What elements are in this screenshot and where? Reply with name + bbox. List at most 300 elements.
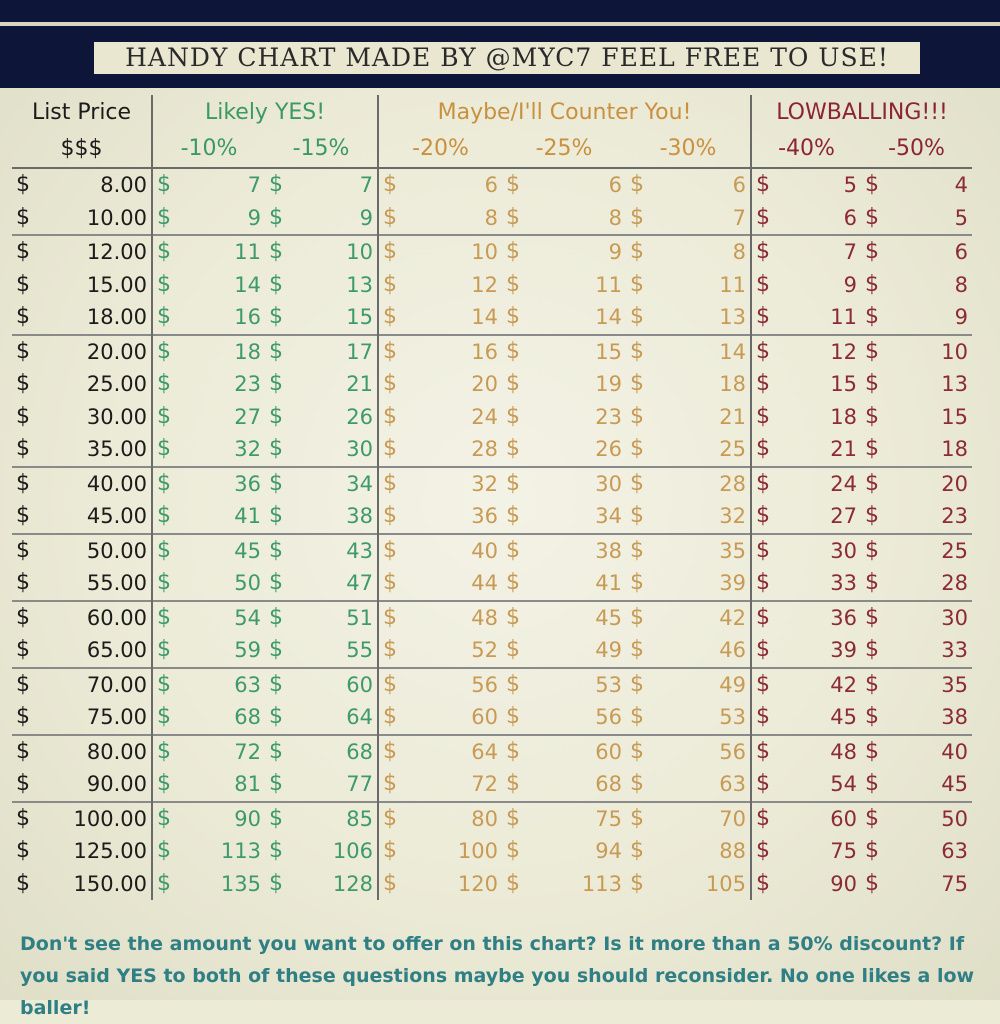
cell-value: 15 xyxy=(830,372,858,397)
dollar-sign: $ xyxy=(269,870,283,896)
low-40-cell xyxy=(751,168,861,202)
yes-10-cell xyxy=(152,567,265,601)
list-price-cell xyxy=(12,802,152,836)
low-40-cell xyxy=(751,401,861,434)
dollar-sign: $ xyxy=(269,403,283,429)
dollar-sign: $ xyxy=(756,771,771,797)
cell-value: 5 xyxy=(843,173,858,198)
dollar-sign: $ xyxy=(506,537,521,563)
yes-15-cell xyxy=(265,467,378,501)
maybe-20-cell xyxy=(378,467,502,501)
dollar-sign: $ xyxy=(157,838,171,864)
dollar-sign: $ xyxy=(269,771,283,797)
cell-value: 11 xyxy=(719,272,747,297)
cell-value: 11 xyxy=(234,240,261,265)
dollar-sign: $ xyxy=(383,738,398,764)
dollar-sign: $ xyxy=(157,704,171,730)
dollar-sign: $ xyxy=(506,805,521,831)
cell-value: 150.00 xyxy=(73,871,147,896)
dollar-sign: $ xyxy=(383,870,398,896)
dollar-sign: $ xyxy=(756,204,771,230)
dollar-sign: $ xyxy=(383,436,398,462)
col-header-30: -30% xyxy=(659,136,717,161)
dollar-sign: $ xyxy=(630,371,645,397)
cell-value: 20 xyxy=(941,471,969,496)
dollar-sign: $ xyxy=(157,537,171,563)
dollar-sign: $ xyxy=(756,271,771,297)
dollar-sign: $ xyxy=(157,436,171,462)
dollar-sign: $ xyxy=(383,271,398,297)
cell-value: 11 xyxy=(830,305,858,330)
table-row xyxy=(12,567,972,601)
list-price-cell xyxy=(12,202,152,236)
maybe-20-cell xyxy=(378,301,502,335)
dollar-sign: $ xyxy=(383,470,398,496)
low-50-cell xyxy=(861,433,972,467)
cell-value: 38 xyxy=(346,504,374,529)
yes-15-cell xyxy=(265,202,378,236)
maybe-20-cell xyxy=(378,368,502,401)
table-row xyxy=(12,835,972,868)
low-50-cell xyxy=(861,601,972,635)
maybe-30-cell xyxy=(626,768,751,802)
lowballing-header: LOWBALLING!!! xyxy=(751,95,972,131)
low-50-cell xyxy=(861,735,972,769)
dollar-sign: $ xyxy=(269,436,283,462)
low-50-cell xyxy=(861,868,972,901)
dollar-sign: $ xyxy=(630,239,645,265)
dollar-sign: $ xyxy=(756,172,771,198)
yes-15-cell xyxy=(265,433,378,467)
cell-value: 44 xyxy=(471,571,499,596)
dollar-sign: $ xyxy=(269,637,283,663)
cell-value: 15.00 xyxy=(86,272,147,297)
cell-value: 5 xyxy=(954,205,969,230)
cell-value: 68 xyxy=(595,772,623,797)
cell-value: 30 xyxy=(346,437,374,462)
cell-value: 21 xyxy=(830,437,858,462)
maybe-25-cell xyxy=(502,433,626,467)
dollar-sign: $ xyxy=(756,805,771,831)
maybe-25-cell xyxy=(502,802,626,836)
dollar-sign: $ xyxy=(383,671,398,697)
dollar-sign: $ xyxy=(383,704,398,730)
cell-value: 48 xyxy=(830,739,858,764)
yes-15-cell xyxy=(265,634,378,668)
dollar-sign: $ xyxy=(756,503,771,529)
maybe-25-cell xyxy=(502,301,626,335)
col-header-40: -40% xyxy=(751,131,861,168)
cell-value: 30 xyxy=(830,538,858,563)
cell-value: 28 xyxy=(941,571,969,596)
yes-15-cell xyxy=(265,701,378,735)
yes-10-cell xyxy=(152,202,265,236)
dollar-sign: $ xyxy=(269,570,283,596)
cell-value: 41 xyxy=(595,571,623,596)
dollar-sign: $ xyxy=(630,436,645,462)
dollar-sign: $ xyxy=(865,637,880,663)
dollar-sign: $ xyxy=(630,172,645,198)
cell-value: 49 xyxy=(595,638,623,663)
low-40-cell xyxy=(751,668,861,702)
list-price-cell xyxy=(12,335,152,369)
dollar-sign: $ xyxy=(865,738,880,764)
dollar-sign: $ xyxy=(506,172,521,198)
cell-value: 8 xyxy=(732,240,747,265)
low-50-cell xyxy=(861,401,972,434)
maybe-30-cell xyxy=(626,601,751,635)
dollar-sign: $ xyxy=(269,204,283,230)
cell-value: 15 xyxy=(595,339,623,364)
dollar-sign: $ xyxy=(756,838,771,864)
cell-value: 36 xyxy=(234,471,261,496)
yes-10-cell xyxy=(152,601,265,635)
dollar-sign: $ xyxy=(383,403,398,429)
yes-15-cell xyxy=(265,368,378,401)
table-row xyxy=(12,368,972,401)
table-row xyxy=(12,467,972,501)
dollar-sign: $ xyxy=(269,671,283,697)
cell-value: 63 xyxy=(234,672,261,697)
yes-10-cell xyxy=(152,634,265,668)
cell-value: 39 xyxy=(719,571,747,596)
col-header-50: -50% xyxy=(888,136,945,161)
dollar-sign: $ xyxy=(383,805,398,831)
dollar-sign: $ xyxy=(630,771,645,797)
maybe-20-cell xyxy=(378,601,502,635)
low-50-cell xyxy=(861,668,972,702)
dollar-sign: $ xyxy=(16,805,30,831)
maybe-20-cell xyxy=(378,335,502,369)
dollar-sign: $ xyxy=(157,204,171,230)
dollar-sign: $ xyxy=(865,704,880,730)
dollar-sign: $ xyxy=(756,436,771,462)
yes-10-cell xyxy=(152,735,265,769)
maybe-20-cell xyxy=(378,500,502,534)
low-50-cell xyxy=(861,335,972,369)
yes-10-cell xyxy=(152,868,265,901)
maybe-25-cell xyxy=(502,269,626,302)
low-40-cell xyxy=(751,868,861,901)
dollar-sign: $ xyxy=(383,838,398,864)
low-40-cell xyxy=(751,735,861,769)
cell-value: 24 xyxy=(830,471,858,496)
maybe-30-cell xyxy=(626,534,751,568)
cell-value: 39 xyxy=(830,638,858,663)
dollar-sign: $ xyxy=(16,436,30,462)
list-price-cell xyxy=(12,768,152,802)
dollar-sign: $ xyxy=(506,403,521,429)
dollar-sign: $ xyxy=(383,338,398,364)
dollar-sign: $ xyxy=(16,771,30,797)
dollar-sign: $ xyxy=(16,838,30,864)
maybe-30-cell xyxy=(626,868,751,901)
cell-value: 9 xyxy=(608,240,623,265)
low-50-cell xyxy=(861,802,972,836)
maybe-25-cell xyxy=(502,735,626,769)
maybe-25-cell xyxy=(502,335,626,369)
dollar-sign: $ xyxy=(157,271,171,297)
table-row xyxy=(12,235,972,269)
cell-value: 21 xyxy=(719,404,747,429)
dollar-sign: $ xyxy=(506,771,521,797)
yes-15-cell xyxy=(265,168,378,202)
dollar-sign: $ xyxy=(157,637,171,663)
cell-value: 26 xyxy=(595,437,623,462)
table-row xyxy=(12,168,972,202)
cell-value: 50 xyxy=(234,571,261,596)
table-row xyxy=(12,202,972,236)
cell-value: 45 xyxy=(830,705,858,730)
dollar-sign: $ xyxy=(269,338,283,364)
dollar-sign: $ xyxy=(506,204,521,230)
yes-15-cell xyxy=(265,235,378,269)
cell-value: 6 xyxy=(732,173,747,198)
low-50-cell xyxy=(861,701,972,735)
dollar-sign: $ xyxy=(16,239,30,265)
yes-10-cell xyxy=(152,368,265,401)
dollar-sign: $ xyxy=(506,371,521,397)
cell-value: 8 xyxy=(484,205,499,230)
cell-value: 60 xyxy=(471,705,499,730)
cell-value: 60 xyxy=(830,806,858,831)
cell-value: 53 xyxy=(595,672,623,697)
table-body xyxy=(12,168,972,900)
maybe-20-cell xyxy=(378,534,502,568)
table-row xyxy=(12,701,972,735)
dollar-sign: $ xyxy=(865,338,880,364)
cell-value: 18.00 xyxy=(86,305,147,330)
dollar-sign: $ xyxy=(865,436,880,462)
list-price-cell xyxy=(12,500,152,534)
dollar-sign: $ xyxy=(756,403,771,429)
cell-value: 77 xyxy=(346,772,374,797)
dollar-sign: $ xyxy=(16,204,30,230)
cell-value: 63 xyxy=(719,772,747,797)
yes-10-cell xyxy=(152,168,265,202)
maybe-25-cell xyxy=(502,868,626,901)
list-price-cell xyxy=(12,235,152,269)
maybe-20-cell xyxy=(378,168,502,202)
cell-value: 38 xyxy=(595,538,623,563)
cell-value: 27 xyxy=(234,404,261,429)
dollar-sign: $ xyxy=(16,172,30,198)
cell-value: 60.00 xyxy=(86,605,147,630)
cell-value: 15 xyxy=(941,404,969,429)
maybe-30-cell xyxy=(626,269,751,302)
dollar-sign: $ xyxy=(269,604,283,630)
table-row xyxy=(12,601,972,635)
dollar-sign: $ xyxy=(16,671,30,697)
cell-value: 90 xyxy=(830,871,858,896)
cell-value: 9 xyxy=(359,205,374,230)
dollar-sign: $ xyxy=(630,838,645,864)
cell-value: 41 xyxy=(234,504,261,529)
table-row xyxy=(12,335,972,369)
list-price-cell xyxy=(12,269,152,302)
maybe-30-cell xyxy=(626,835,751,868)
dollar-sign: $ xyxy=(630,604,645,630)
dollar-sign: $ xyxy=(756,738,771,764)
dollar-sign: $ xyxy=(865,838,880,864)
dollar-sign: $ xyxy=(630,805,645,831)
maybe-30-cell xyxy=(626,301,751,335)
maybe-20-cell xyxy=(378,202,502,236)
cell-value: 53 xyxy=(719,705,747,730)
dollar-sign: $ xyxy=(157,870,171,896)
list-price-cell xyxy=(12,668,152,702)
cell-value: 36 xyxy=(471,504,499,529)
cell-value: 18 xyxy=(830,404,858,429)
cell-value: 34 xyxy=(595,504,623,529)
dollar-sign: $ xyxy=(506,870,521,896)
low-50-cell xyxy=(861,269,972,302)
cell-value: 55 xyxy=(346,638,374,663)
cell-value: 6 xyxy=(484,173,499,198)
dollar-sign: $ xyxy=(383,172,398,198)
cell-value: 40.00 xyxy=(86,471,147,496)
cell-value: 68 xyxy=(346,739,374,764)
dollar-sign: $ xyxy=(630,470,645,496)
cell-value: 90 xyxy=(234,806,261,831)
cell-value: 35 xyxy=(719,538,747,563)
cell-value: 50 xyxy=(941,806,969,831)
dollar-sign: $ xyxy=(865,470,880,496)
cell-value: 56 xyxy=(595,705,623,730)
low-40-cell xyxy=(751,601,861,635)
low-40-cell xyxy=(751,433,861,467)
cell-value: 90.00 xyxy=(86,772,147,797)
cell-value: 13 xyxy=(346,272,374,297)
dollar-sign: $ xyxy=(630,671,645,697)
cell-value: 40 xyxy=(471,538,499,563)
yes-10-cell xyxy=(152,500,265,534)
dollar-sign: $ xyxy=(506,503,521,529)
yes-10-cell xyxy=(152,534,265,568)
dollar-sign: $ xyxy=(16,371,30,397)
cell-value: 14 xyxy=(595,305,623,330)
dollar-sign: $ xyxy=(630,503,645,529)
maybe-30-cell xyxy=(626,802,751,836)
yes-10-cell xyxy=(152,835,265,868)
cell-value: 7 xyxy=(732,205,747,230)
cell-value: 106 xyxy=(332,839,374,864)
low-40-cell xyxy=(751,202,861,236)
table-row xyxy=(12,433,972,467)
cell-value: 20.00 xyxy=(86,339,147,364)
low-50-cell xyxy=(861,301,972,335)
dollar-sign: $ xyxy=(383,239,398,265)
low-40-cell xyxy=(751,269,861,302)
dollar-sign: $ xyxy=(383,204,398,230)
cell-value: 56 xyxy=(471,672,499,697)
list-price-subheader: $$$ xyxy=(60,136,103,161)
dollar-sign: $ xyxy=(16,304,30,330)
yes-10-cell xyxy=(152,235,265,269)
maybe-25-cell xyxy=(502,235,626,269)
dollar-sign: $ xyxy=(383,604,398,630)
cell-value: 88 xyxy=(719,839,747,864)
list-price-cell xyxy=(12,567,152,601)
dollar-sign: $ xyxy=(157,771,171,797)
dollar-sign: $ xyxy=(16,271,30,297)
cell-value: 47 xyxy=(346,571,374,596)
list-price-cell xyxy=(12,301,152,335)
low-40-cell xyxy=(751,368,861,401)
dollar-sign: $ xyxy=(630,704,645,730)
cell-value: 75.00 xyxy=(86,705,147,730)
table-row xyxy=(12,768,972,802)
low-50-cell xyxy=(861,202,972,236)
cell-value: 20 xyxy=(471,372,499,397)
low-40-cell xyxy=(751,235,861,269)
cell-value: 46 xyxy=(719,638,747,663)
maybe-30-cell xyxy=(626,567,751,601)
dollar-sign: $ xyxy=(865,805,880,831)
cell-value: 105 xyxy=(705,871,747,896)
dollar-sign: $ xyxy=(157,570,171,596)
dollar-sign: $ xyxy=(506,637,521,663)
list-price-cell xyxy=(12,868,152,901)
dollar-sign: $ xyxy=(865,172,880,198)
cell-value: 100.00 xyxy=(73,806,147,831)
table-row xyxy=(12,802,972,836)
cell-value: 94 xyxy=(595,839,623,864)
cell-value: 33 xyxy=(941,638,969,663)
maybe-25-cell xyxy=(502,368,626,401)
dollar-sign: $ xyxy=(865,239,880,265)
maybe-20-cell xyxy=(378,235,502,269)
table-row xyxy=(12,500,972,534)
cell-value: 25.00 xyxy=(86,372,147,397)
dollar-sign: $ xyxy=(269,503,283,529)
table-row xyxy=(12,668,972,702)
list-price-cell xyxy=(12,835,152,868)
cell-value: 6 xyxy=(843,205,858,230)
cell-value: 18 xyxy=(719,372,747,397)
dollar-sign: $ xyxy=(630,570,645,596)
cell-value: 54 xyxy=(234,605,261,630)
maybe-30-cell xyxy=(626,668,751,702)
dollar-sign: $ xyxy=(865,371,880,397)
maybe-25-cell xyxy=(502,534,626,568)
cell-value: 113 xyxy=(581,871,623,896)
dollar-sign: $ xyxy=(506,239,521,265)
table-row xyxy=(12,269,972,302)
yes-15-cell xyxy=(265,301,378,335)
cell-value: 18 xyxy=(234,339,261,364)
yes-10-cell xyxy=(152,768,265,802)
dollar-sign: $ xyxy=(865,204,880,230)
list-price-cell xyxy=(12,735,152,769)
dollar-sign: $ xyxy=(16,338,30,364)
dollar-sign: $ xyxy=(157,738,171,764)
dollar-sign: $ xyxy=(157,503,171,529)
yes-10-cell xyxy=(152,701,265,735)
dollar-sign: $ xyxy=(630,403,645,429)
cell-value: 8 xyxy=(954,272,969,297)
dollar-sign: $ xyxy=(630,870,645,896)
cell-value: 23 xyxy=(941,504,969,529)
cell-value: 10 xyxy=(346,240,374,265)
cell-value: 120 xyxy=(457,871,499,896)
dollar-sign: $ xyxy=(506,570,521,596)
table-header-row xyxy=(12,95,972,131)
dollar-sign: $ xyxy=(157,671,171,697)
likely-yes-header: Likely YES! xyxy=(152,95,378,131)
low-40-cell xyxy=(751,567,861,601)
maybe-20-cell xyxy=(378,802,502,836)
